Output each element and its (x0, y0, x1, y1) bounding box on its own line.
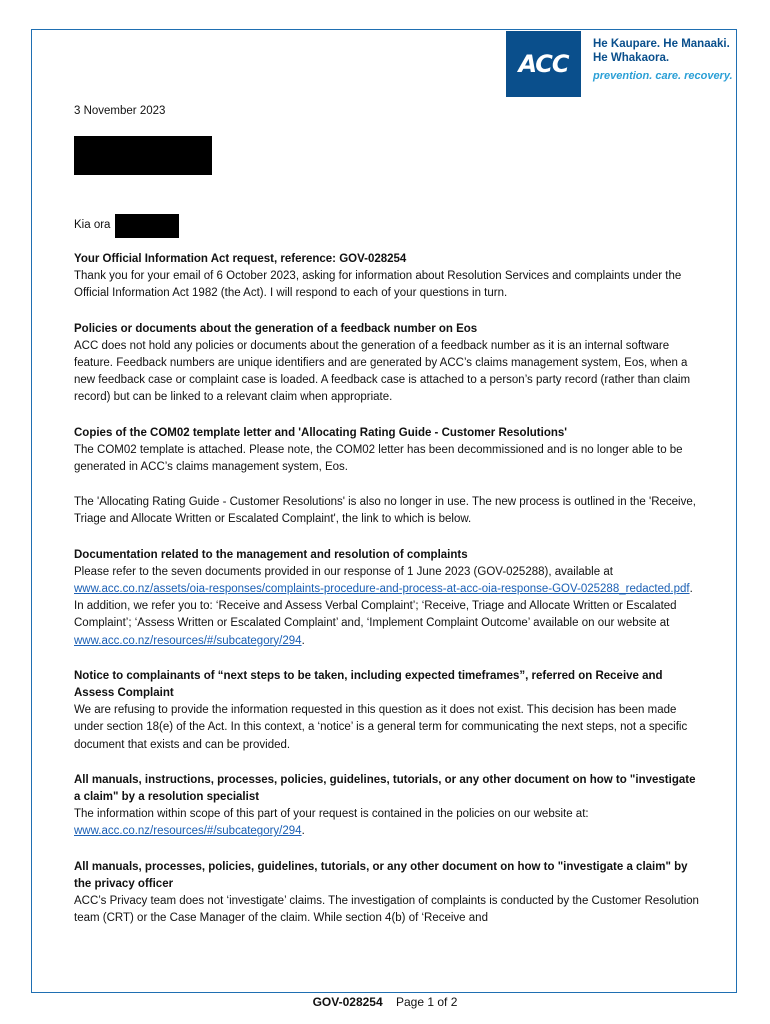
section-body-notice: We are refusing to provide the information requested in this question as it does not exist. This decision has been made under section 18(e) of the Act. In this context, a ‘notice’ is a general term for communicating the next steps, not a specific document that exists and can be provided. (74, 704, 688, 751)
tagline-line2: He Whakaora. (593, 52, 670, 64)
tagline-line3: prevention. care. recovery. (593, 70, 733, 82)
footer-reference: GOV-028254 (312, 995, 383, 1009)
redacted-address (74, 136, 212, 175)
link-oia-response-pdf[interactable]: www.acc.co.nz/assets/oia-responses/complaints-procedure-and-process-at-acc-oia-response-GOV-025288_redacted.pdf (74, 583, 690, 596)
logo-text: ACC (518, 50, 569, 78)
letter-body (74, 251, 699, 928)
section-heading-com02: Copies of the COM02 template letter and 'Allocating Rating Guide - Customer Resolutions' (74, 426, 567, 439)
text-fragment: . (301, 634, 305, 647)
text-fragment: Please refer to the seven documents provided in our response of 1 June 2023 (GOV-025288), available at (74, 565, 613, 578)
text-fragment: . In addition, we refer you to: ‘Receive and Assess Verbal Complaint’; ‘Receive, Triage and Allocate Written or Escalated Complaint’; ‘Assess Written or Escalated Complaint’ and, ‘Implement Complaint Outcome’ available on our website at (74, 583, 693, 630)
text-fragment: . (301, 825, 305, 838)
tagline-line1: He Kaupare. He Manaaki. (593, 38, 730, 50)
footer-page-number: Page 1 of 2 (396, 995, 458, 1009)
greeting (74, 219, 110, 231)
section-heading-notice: Notice to complainants of “next steps to be taken, including expected timeframes”, referred on Receive and Assess Complaint (74, 669, 663, 700)
page-footer (0, 995, 770, 1009)
section-body-rating-guide: The 'Allocating Rating Guide - Customer Resolutions' is also no longer in use. The new process is outlined in the 'Receive, Triage and Allocate Written or Escalated Complaint', the link to which is below. (74, 496, 696, 526)
greeting-text: Kia ora (74, 219, 111, 231)
section-body-resolution-specialist (74, 806, 699, 840)
link-resources-subcategory-2[interactable]: www.acc.co.nz/resources/#/subcategory/294 (74, 825, 302, 838)
section-body-privacy-officer: ACC’s Privacy team does not ‘investigate’ claims. The investigation of complaints is conducted by the Customer Resolution team (CRT) or the Case Manager of the claim. While section 4(b) of ‘Receive and (74, 895, 699, 925)
intro-paragraph: Thank you for your email of 6 October 2023, asking for information about Resolution Services and complaints under the Official Information Act 1982 (the Act). I will respond to each of your questions in turn. (74, 270, 682, 300)
section-heading-privacy-officer: All manuals, processes, policies, guidelines, tutorials, or any other document on how to "investigate a claim" by the privacy officer (74, 860, 688, 890)
acc-logo (506, 31, 581, 97)
section-heading-resolution-specialist: All manuals, instructions, processes, policies, guidelines, tutorials, or any other document on how to "investigate a claim" by a resolution specialist (74, 773, 696, 804)
letter-title: Your Official Information Act request, reference: GOV-028254 (74, 253, 407, 265)
section-heading-feedback-number: Policies or documents about the generation of a feedback number on Eos (74, 322, 478, 335)
section-body-com02: The COM02 template is attached. Please note, the COM02 letter has been decommissioned and is no longer able to be generated in ACC’s claims management system, Eos. (74, 443, 683, 474)
link-resources-subcategory[interactable]: www.acc.co.nz/resources/#/subcategory/294 (74, 634, 302, 647)
text-fragment: The information within scope of this part of your request is contained in the policies on our website at: (74, 808, 589, 821)
section-body-feedback-number: ACC does not hold any policies or documents about the generation of a feedback number as it is an internal software feature. Feedback numbers are unique identifiers and are generated by ACC’s claims management system, Eos, when a new feedback case or complaint case is loaded. A feedback case is attached to a person’s party record (rather than claim record) but can be linked to a relevant claim when appropriate. (74, 339, 691, 404)
section-heading-complaints-docs: Documentation related to the management and resolution of complaints (74, 548, 468, 561)
tagline (593, 37, 743, 83)
redacted-name (115, 214, 179, 238)
section-body-complaints-docs (74, 564, 699, 650)
letter-date: 3 November 2023 (74, 105, 166, 117)
